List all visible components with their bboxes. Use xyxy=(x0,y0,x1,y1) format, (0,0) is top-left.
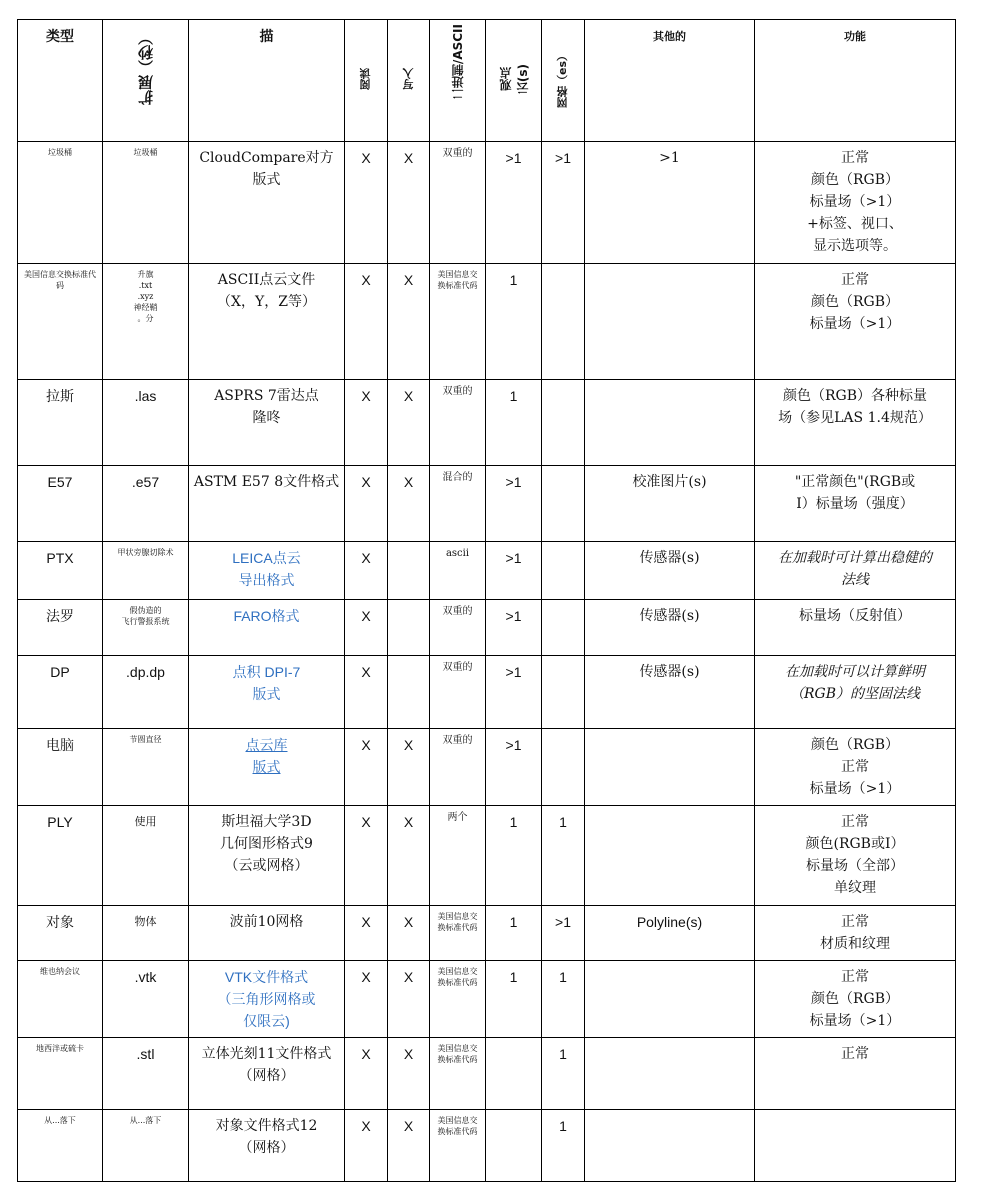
cell-features: 正常 颜色(RGB或I） 标量场（全部） 单纹理 xyxy=(755,806,956,906)
cell-cloud: 1 xyxy=(486,906,542,961)
cell-read: X xyxy=(345,906,388,961)
cell-binary: 混合的 xyxy=(430,466,486,542)
cell-features: "正常颜色"(RGB或 I）标量场（强度） xyxy=(755,466,956,542)
cell-ext: 升旗 .txt .xyz 神经鞘 。分 xyxy=(103,264,189,380)
table-row xyxy=(18,142,956,264)
cell-desc: 斯坦福大学3D 几何图形格式9 （云或网格） xyxy=(189,806,345,906)
cell-cloud: >1 xyxy=(486,656,542,729)
cell-ext: 物体 xyxy=(103,906,189,961)
cell-ext: 甲状旁腺切除术 xyxy=(103,542,189,600)
cell-desc: LEICA点云 导出格式 xyxy=(189,542,345,600)
table-row xyxy=(18,542,956,600)
cell-desc: 对象文件格式12 （网格） xyxy=(189,1110,345,1182)
cell-write xyxy=(388,542,430,600)
header-type: 类型 xyxy=(18,20,103,142)
cell-mesh: 1 xyxy=(542,961,585,1038)
cell-other: 校准图片(s) xyxy=(585,466,755,542)
cell-type: 美国信息交换标准代码 xyxy=(18,264,103,380)
header-write: 写入 xyxy=(401,68,415,90)
cell-cloud: >1 xyxy=(486,466,542,542)
cell-type: 电脑 xyxy=(18,729,103,806)
cell-binary: 美国信息交换标准代码 xyxy=(430,264,486,380)
cell-features: 正常 颜色（RGB） 标量场（>1） xyxy=(755,961,956,1038)
table-row xyxy=(18,380,956,466)
cell-ext: .vtk xyxy=(103,961,189,1038)
cell-features xyxy=(755,1110,956,1182)
cell-write: X xyxy=(388,961,430,1038)
cell-desc: 立体光刻11文件格式 （网格） xyxy=(189,1038,345,1110)
cell-features: 在加载时可以计算鲜明 （RGB）的坚固法线 xyxy=(755,656,956,729)
cell-features: 正常 xyxy=(755,1038,956,1110)
cell-type: PLY xyxy=(18,806,103,906)
cell-binary: 双重的 xyxy=(430,729,486,806)
table-row xyxy=(18,729,956,806)
cell-type: 垃圾桶 xyxy=(18,142,103,264)
header-mesh: 网格（es） xyxy=(556,49,569,108)
header-read: 阅读 xyxy=(359,68,372,90)
cell-binary: 双重的 xyxy=(430,656,486,729)
cell-other: Polyline(s) xyxy=(585,906,755,961)
cell-desc: FARO格式 xyxy=(189,600,345,656)
cell-features: 颜色（RGB） 正常 标量场（>1） xyxy=(755,729,956,806)
cell-cloud: 1 xyxy=(486,961,542,1038)
cell-mesh: >1 xyxy=(542,142,585,264)
cell-mesh: >1 xyxy=(542,906,585,961)
cell-cloud: >1 xyxy=(486,600,542,656)
cell-other: >1 xyxy=(585,142,755,264)
cell-ext: 从...落下 xyxy=(103,1110,189,1182)
cell-cloud: >1 xyxy=(486,142,542,264)
cell-binary: 双重的 xyxy=(430,600,486,656)
cell-binary: 双重的 xyxy=(430,142,486,264)
table-row xyxy=(18,656,956,729)
cell-cloud: >1 xyxy=(486,729,542,806)
cell-ext: 节圆直径 xyxy=(103,729,189,806)
cell-binary: 双重的 xyxy=(430,380,486,466)
cell-read: X xyxy=(345,600,388,656)
cell-mesh: 1 xyxy=(542,1110,585,1182)
cell-type: 对象 xyxy=(18,906,103,961)
cell-type: PTX xyxy=(18,542,103,600)
cell-features: 在加载时可计算出稳健的 法线 xyxy=(755,542,956,600)
cell-ext: 垃圾桶 xyxy=(103,142,189,264)
cell-cloud: >1 xyxy=(486,542,542,600)
header-features: 功能 xyxy=(755,20,956,142)
cell-other xyxy=(585,1110,755,1182)
cell-desc: 点积 DPI-7 版式 xyxy=(189,656,345,729)
cell-desc: VTK文件格式 （三角形网格或 仅限云) xyxy=(189,961,345,1038)
cell-read: X xyxy=(345,656,388,729)
cell-mesh xyxy=(542,542,585,600)
cell-mesh: 1 xyxy=(542,1038,585,1110)
cell-write xyxy=(388,656,430,729)
cell-write: X xyxy=(388,1038,430,1110)
cell-other xyxy=(585,380,755,466)
cell-mesh xyxy=(542,466,585,542)
table-row xyxy=(18,466,956,542)
cell-desc: 点云库 版式 xyxy=(189,729,345,806)
cell-write: X xyxy=(388,806,430,906)
cell-write: X xyxy=(388,466,430,542)
cell-mesh xyxy=(542,380,585,466)
cell-mesh: 1 xyxy=(542,806,585,906)
cell-binary: 美国信息交换标准代码 xyxy=(430,961,486,1038)
table-row xyxy=(18,600,956,656)
cell-binary: 两个 xyxy=(430,806,486,906)
cell-cloud xyxy=(486,1038,542,1110)
cell-other: 传感器(s) xyxy=(585,542,755,600)
cell-ext: .e57 xyxy=(103,466,189,542)
cell-other: 传感器(s) xyxy=(585,600,755,656)
cell-features: 标量场（反射值） xyxy=(755,600,956,656)
cell-cloud: 1 xyxy=(486,380,542,466)
cell-read: X xyxy=(345,380,388,466)
header-row xyxy=(18,20,956,142)
cell-write: X xyxy=(388,906,430,961)
header-binary: 二进制/ASCII xyxy=(451,24,465,101)
table-row xyxy=(18,1110,956,1182)
cell-write: X xyxy=(388,142,430,264)
cell-write: X xyxy=(388,1110,430,1182)
cell-cloud xyxy=(486,1110,542,1182)
cell-other xyxy=(585,1038,755,1110)
table-row xyxy=(18,1038,956,1110)
cell-features: 颜色（RGB）各种标量 场（参见LAS 1.4规范） xyxy=(755,380,956,466)
cell-type: 地西泮或硫卡 xyxy=(18,1038,103,1110)
cell-write: X xyxy=(388,729,430,806)
cell-read: X xyxy=(345,806,388,906)
cell-read: X xyxy=(345,1110,388,1182)
cell-read: X xyxy=(345,142,388,264)
cell-read: X xyxy=(345,729,388,806)
cell-write: X xyxy=(388,264,430,380)
cell-mesh xyxy=(542,600,585,656)
table-row xyxy=(18,806,956,906)
cell-read: X xyxy=(345,542,388,600)
cell-other xyxy=(585,961,755,1038)
cell-type: 拉斯 xyxy=(18,380,103,466)
cell-mesh xyxy=(542,729,585,806)
cell-desc: ASTM E57 8文件格式 xyxy=(189,466,345,542)
cell-other: 传感器(s) xyxy=(585,656,755,729)
header-cloud: 观点 云(s) xyxy=(498,63,530,95)
cell-write: X xyxy=(388,380,430,466)
cell-ext: 使用 xyxy=(103,806,189,906)
cell-read: X xyxy=(345,466,388,542)
cell-desc: ASCII点云文件 （X，Y，Z等） xyxy=(189,264,345,380)
cell-cloud: 1 xyxy=(486,806,542,906)
cell-read: X xyxy=(345,1038,388,1110)
cell-read: X xyxy=(345,961,388,1038)
header-other: 其他的 xyxy=(585,20,755,142)
cell-features: 正常 颜色（RGB） 标量场（>1） +标签、视口、 显示选项等。 xyxy=(755,142,956,264)
cell-mesh xyxy=(542,264,585,380)
header-ext: 扩展（秒） xyxy=(137,30,155,105)
file-format-table xyxy=(17,19,956,1182)
cell-other xyxy=(585,729,755,806)
cell-type: 法罗 xyxy=(18,600,103,656)
header-desc: 描 xyxy=(189,20,345,142)
cell-type: E57 xyxy=(18,466,103,542)
cell-binary: 美国信息交换标准代码 xyxy=(430,906,486,961)
cell-ext: .dp.dp xyxy=(103,656,189,729)
cell-type: DP xyxy=(18,656,103,729)
cell-mesh xyxy=(542,656,585,729)
cell-type: 从...落下 xyxy=(18,1110,103,1182)
cell-write xyxy=(388,600,430,656)
cell-other xyxy=(585,806,755,906)
cell-desc: ASPRS 7雷达点 隆咚 xyxy=(189,380,345,466)
cell-ext: 假伪造的 飞行警报系统 xyxy=(103,600,189,656)
cell-binary: 美国信息交换标准代码 xyxy=(430,1038,486,1110)
cell-other xyxy=(585,264,755,380)
table-row xyxy=(18,961,956,1038)
cell-features: 正常 颜色（RGB） 标量场（>1） xyxy=(755,264,956,380)
cell-binary: 美国信息交换标准代码 xyxy=(430,1110,486,1182)
table-row xyxy=(18,906,956,961)
cell-desc: CloudCompare对方 版式 xyxy=(189,142,345,264)
table-row xyxy=(18,264,956,380)
cell-cloud: 1 xyxy=(486,264,542,380)
cell-features: 正常 材质和纹理 xyxy=(755,906,956,961)
cell-read: X xyxy=(345,264,388,380)
cell-desc: 波前10网格 xyxy=(189,906,345,961)
cell-binary: ascii xyxy=(430,542,486,600)
cell-type: 维也纳会议 xyxy=(18,961,103,1038)
cell-ext: .las xyxy=(103,380,189,466)
cell-ext: .stl xyxy=(103,1038,189,1110)
